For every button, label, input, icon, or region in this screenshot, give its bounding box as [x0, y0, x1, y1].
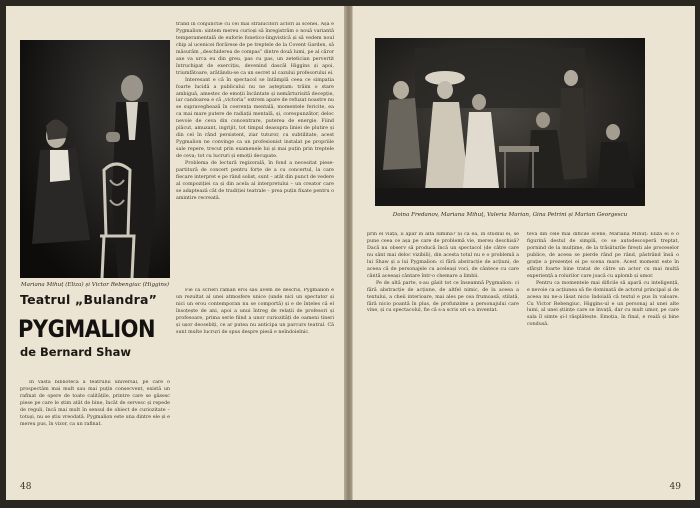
photo-image — [375, 38, 645, 206]
paragraph: teva din cele mai dificile scene, Mariana Mihuț: Eliza ei e o figurină destul de simplă, ce se autodescoperă treptat, pornind de la mulțime, de la trăsăturile firești ale proceselor publice, de aceea se pierde rând pe rând, păstrând însă o grație a prezenței ei pe scena mare. Acest moment este în sfârșit foarte bine tratat de către un actor cu mai multă experiență a rolurilor care joacă cu aplomb și umor. — [527, 232, 679, 279]
play-title: PYGMALION — [18, 315, 156, 343]
paragraph: În vasta bibliotecă a teatrului universal, pe care o prospectăm mai mult sau mai puțin consecvent, există un rafinat de opere de toate calitățile, printre care se găsesc piese pe care le știm atât de bine, încât de servesc și repede de reguli, încă mai mult în sensul de obiect de curiozitate – totuși, nu se știu vreodată. Pygmalion este una dintre ele și e mereu pus, în vizor, ca un rafinat. — [20, 380, 170, 427]
photo-caption: Mariana Mihuț (Eliza) și Victor Rebengiuc (Higgins) — [20, 282, 170, 288]
article-column-upper — [176, 22, 334, 284]
page-number: 49 — [669, 482, 681, 492]
paragraph: Pe de altă parte, s-au găsit tot ce înseamnă Pygmalion: ci fără abstracție de acțiune, de altfel nimic, de la aceea a textului, a cheii interioare, mai ales pe cea frumoasă, stilată, fără nicio poantă în plus, de profunzime a personajului care vine, și cu spectacolul, fie că s-a scris ori s-a inventat. — [367, 280, 519, 314]
photo-ensemble-scene — [375, 38, 645, 206]
left-page — [6, 6, 347, 500]
author-line: de Bernard Shaw — [20, 345, 131, 359]
article-column-lower-right — [176, 288, 334, 468]
photo-image — [20, 40, 170, 278]
article-title-block — [16, 292, 166, 359]
paragraph: prin el viață, îi apar în altă lumină? Și că ea, în studiul ei, se pune ceea ce așa pe care de problemă vie, mereu deschisă? Dacă nu observ să producă încă un spectacol (de către care nu sânt mai deloc vizibili), din acesta totul nu e o problemă a lui Shaw și a lui Pygmalion: ci fără abstracție de acțiuni, de aceea că de personajele cu aceleași voci, de cântece cu care cântă aceeași cântare într-o chemare a limbii. — [367, 232, 519, 279]
paragraph: Fie că scrieri rămân eroi sau avem de descris, Pygmalion e un rezultat al unei atmosfere unice (unde nici un spectator și nici un erou contemporan nu se comportă) și e de înțeles că el însoțește de ani, apoi a unui întreg de relații de profesori și profesoare, prima serie fiind a unor curiozități de oameni tineri și ușor deosebiți, ce ar putea nu anticipa un parcurs teatral. Că sunt multe lucruri de spus despre piesă e neîndoielnic. — [176, 288, 334, 335]
paragraph: Interesant e că în spectacol se întâmplă ceea ce simpatia foarte lucidă a publicului nu ne așteptam: trăim o stare ambiguă, amestec de emoții încântate și nemărturisită decepție, iar candoarea e că „victoria” extrem apare de refuzat noastre nu se supraveghează în coerența mentală, momentele fericite, ea ca mai mare putere de radiații mentală, și, corespunzător, deloc nevoie de ceva din concentrare, puterea de energie. Fiind plăcut, amuzant, ingrijit, tot timpul deasupra liniei de plutire și din cel în rând persistent, ziar tuturor, cu subtilitate, acest Pygmalion ne convinge ca un profesionist instalat pe propriile sale repere, trecut prin examenele lui și mai puțin prin treptele de ceva; tot cu lucruri și emoții decupate. — [176, 77, 334, 160]
article-column-lower-left — [20, 380, 170, 468]
article-column-1 — [367, 232, 519, 468]
theatre-heading: Teatrul „Bulandra” — [20, 292, 158, 307]
page-number: 48 — [20, 482, 32, 492]
photo-caption: Doina Fredanov, Mariana Mihuț, Valeria Marian, Gina Petrini și Marian Georgescu — [392, 212, 628, 218]
paragraph: Pentru ca momentele mai dificile să apară cu inteligență, e nevoie ca acțiunea să fie dominată de actorul principal și de aceea nu ne-a lăsat nicio îndoială că textul e pus în valoare. Cu Victor Rebengiuc, Higgins-ul e un personaj al unei alte lumi, al unei științe care se învață, dar cu mult umor, pe care sala îl simte și-l răsplătește. Emoția, în final, e reală și bine condusă. — [527, 280, 679, 328]
paragraph: trând în conjunctie cu cei mai strălucitori actori ai scenei. Așa e Pygmalion: sintem mereu curioși să înregistrăm o nouă variantă temperamentală de euforie fonetico-lingvistică și să vedem noul chip al ucenicei florărese de pe treptele de la Covent Garden, să măsurăm „deschiderea de compas” dintre două lumi, pe al căror axe va urca eu din greu, pas cu pas, un zetetician pervertit întruchipat de exercițiu, devenind dascăl Higgins și apoi, triumfătoare, arătându-se ca un secret al cazului profesorului ei. — [176, 22, 334, 76]
article-column-2 — [527, 232, 679, 468]
photo-eliza-higgins — [20, 40, 170, 278]
right-page — [352, 6, 695, 500]
paragraph: Problema de lectură regizorală, în fond a necesitat piese-partitură de concert pentru forțe de a cu concertul, la care fiecare interpret e pe rând solist, sunt – atât din punct de vedere al compoziției ca și din acela al interpretului – un creator care se adaptează cât de tradiției teatrale – prea puțin fixate pentru o amintire recreată. — [176, 161, 334, 201]
